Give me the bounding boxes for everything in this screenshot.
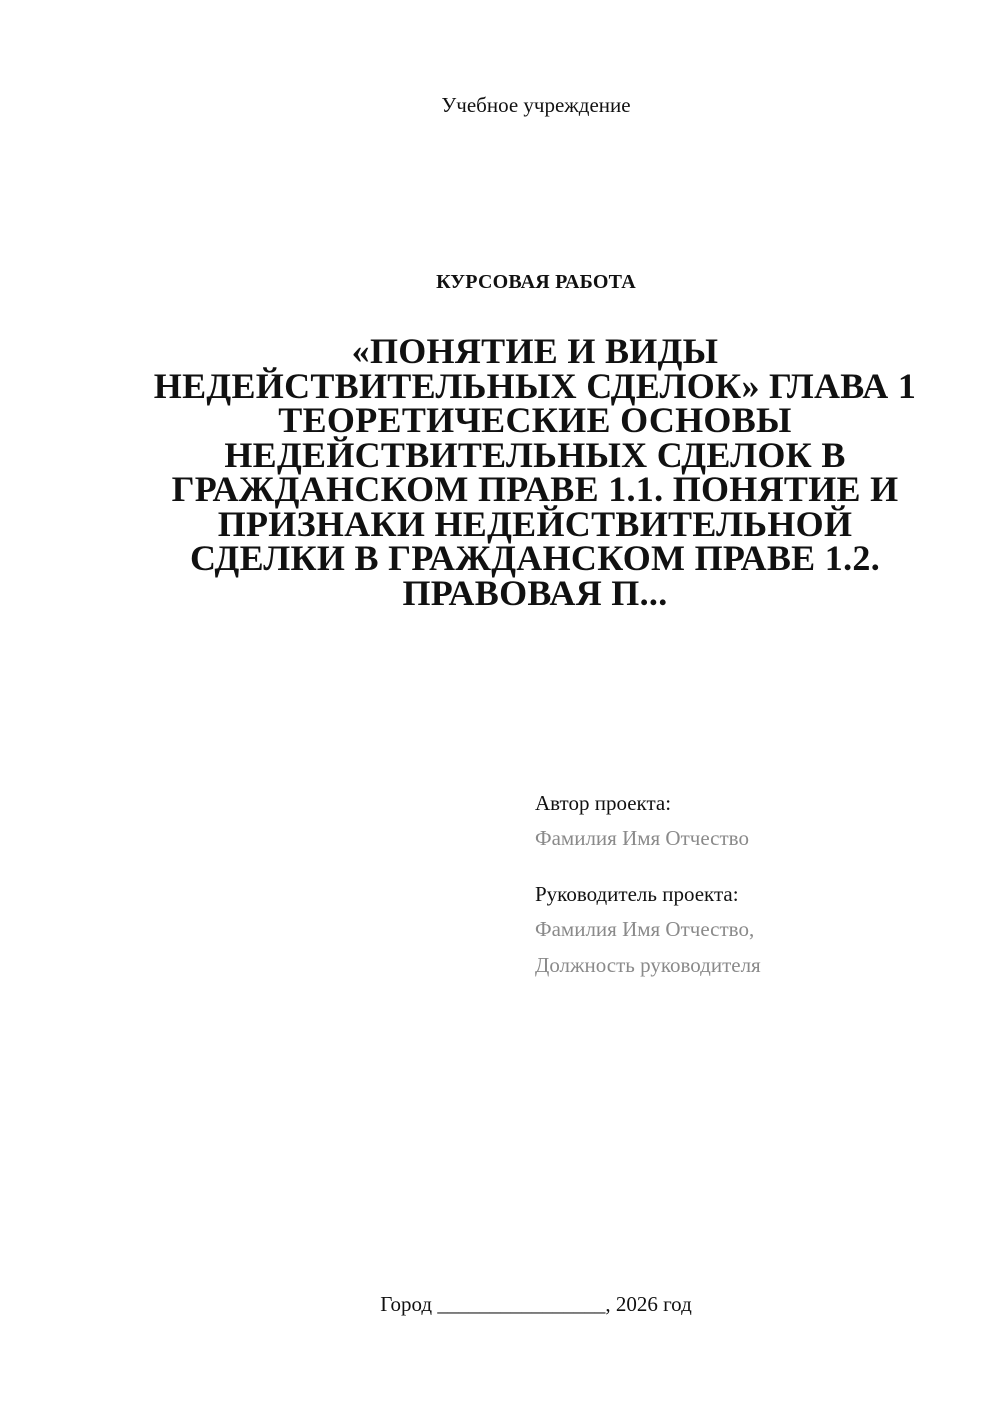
work-title: «ПОНЯТИЕ И ВИДЫ НЕДЕЙСТВИТЕЛЬНЫХ СДЕЛОК» ГЛАВА 1 ТЕОРЕТИЧЕСКИЕ ОСНОВЫ НЕДЕЙСТВИТЕЛЬНЫХ СДЕЛОК В ГРАЖДАНСКОМ ПРАВЕ 1.1. ПОНЯТИЕ И ПРИЗНАКИ НЕДЕЙСТВИТЕЛЬНОЙ СДЕЛКИ В ГРАЖДАНСКОМ ПРАВЕ 1.2. ПРАВОВАЯ П... (153, 331, 917, 613)
supervisor-name: Фамилия Имя Отчество, (535, 917, 755, 941)
credits-block (535, 789, 955, 979)
supervisor-label: Руководитель проекта: (535, 882, 739, 906)
author-label: Автор проекта: (535, 791, 672, 815)
work-type-heading: КУРСОВАЯ РАБОТА (436, 271, 636, 293)
city-year-footer: Город ________________, 2026 год (380, 1292, 692, 1316)
institution-name: Учебное учреждение (441, 93, 631, 117)
author-name: Фамилия Имя Отчество (535, 826, 749, 850)
supervisor-position: Должность руководителя (535, 953, 761, 977)
